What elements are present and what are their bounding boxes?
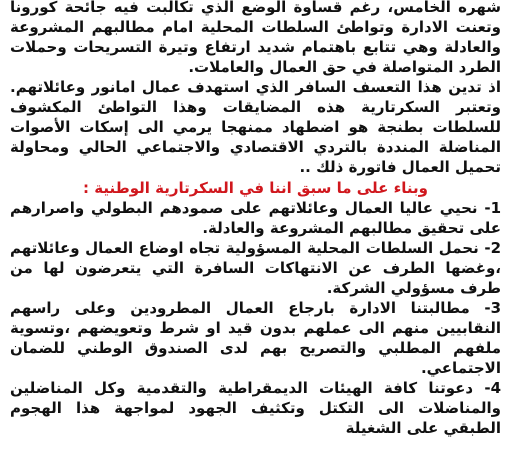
list-item-4: 4- دعوتنا كافة الهيئات الديمقراطية والتقدمية وكل المناضلين والمناضلات الى التكتل وتكثيف الجهود لمواجهة هذا الهجوم الطبقي على الشغيلة	[10, 379, 501, 437]
paragraph-intro: شهره الخامس، رغم قساوة الوضع الذي تكالبت فيه جائحة كورونا وتعنت الادارة وتواطئ السلطات المحلية امام مطالبهم المشروعة والعادلة وهي تتابع باهتمام شديد ارتفاع وتيرة التسريحات وحملات الطرد المتواصلة في حق العمال والعاملات.	[10, 0, 501, 76]
list-item-3: 3- مطالبتنا الادارة بارجاع العمال المطرودين وعلى راسهم النقابيين منهم الى عملهم بدون قيد او شرط وتعويضهم ،وتسوية ملفهم المطلبي والتصريح بهم لدى الصندوق الوطني للضمان الاجتماعي.	[10, 299, 501, 377]
list-item-2: 2- نحمل السلطات المحلية المسؤولية تجاه اوضاع العمال وعائلاتهم ،وغضها الطرف عن الانتهاكات السافرة التي يتعرضون لها من طرف مسؤولي الشركة.	[10, 239, 501, 297]
list-item-1: 1- نحيي عاليا العمال وعائلاتهم على صمودهم البطولي واصرارهم على تحقيق مطالبهم المشروعة والعادلة.	[10, 199, 501, 237]
section-heading: وبناء على ما سبق اننا في السكرتارية الوطنية :	[83, 179, 428, 197]
paragraph-condemnation: اذ تدين هذا التعسف السافر الذي استهدف عمال امانور وعائلاتهم. وتعتبر السكرتارية هذه المضايقات وهذا التواطئ المكشوف للسلطات بطنجة هو اضطهاد ممنهجا يرمي الى إسكات الأصوات المناضلة المنددة بالتردي الاقتصادي والاجتماعي الحالي ومحاولة تحميل العمال فاتورة ذلك ..	[10, 78, 501, 176]
